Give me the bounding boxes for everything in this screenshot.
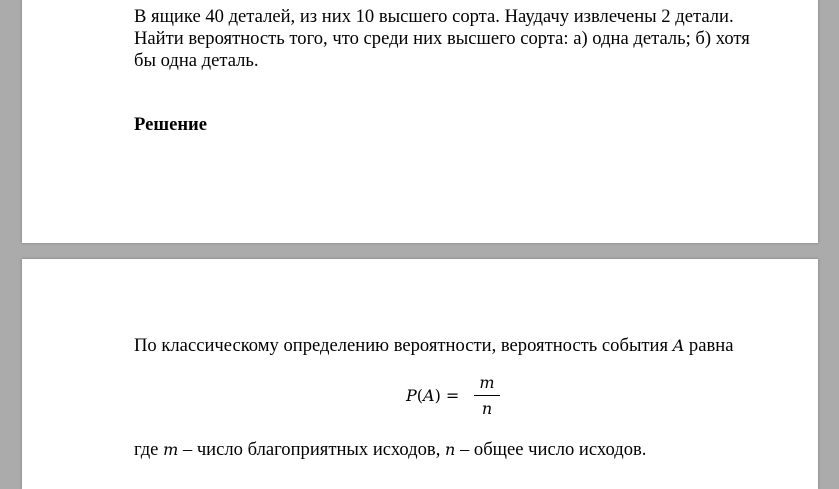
definition-text <box>134 335 733 357</box>
document-page-2 <box>22 259 818 489</box>
definition-text-end: равна <box>684 335 734 356</box>
where-text <box>134 439 646 461</box>
formula-close-eq: ) = <box>434 386 460 405</box>
solution-heading: Решение <box>134 114 207 135</box>
formula-numerator: m <box>479 373 495 392</box>
formula-p: P <box>406 386 417 405</box>
formula-lhs <box>406 386 459 405</box>
where-var-m: m <box>163 440 179 459</box>
formula-open-paren: ( <box>416 386 424 405</box>
formula-fraction <box>474 372 500 420</box>
where-tail: – общее число исходов. <box>455 439 647 460</box>
formula-denominator: n <box>481 399 493 418</box>
formula-a: A <box>423 386 435 405</box>
problem-line-2: Найти вероятность того, что среди них высшего сорта: а) одна деталь; б) хотя <box>134 28 750 49</box>
definition-text-start: По классическому определению вероятности, вероятность события <box>134 335 673 356</box>
where-middle: – число благоприятных исходов, <box>178 439 446 460</box>
problem-line-1: В ящике 40 деталей, из них 10 высшего сорта. Наудачу извлечены 2 детали. <box>134 6 734 27</box>
problem-line-3: бы одна деталь. <box>134 50 259 71</box>
where-var-n: n <box>445 440 456 459</box>
where-prefix: где <box>134 439 164 460</box>
event-variable-a: A <box>672 336 685 355</box>
fraction-bar <box>474 395 500 396</box>
document-page-1 <box>22 0 818 243</box>
